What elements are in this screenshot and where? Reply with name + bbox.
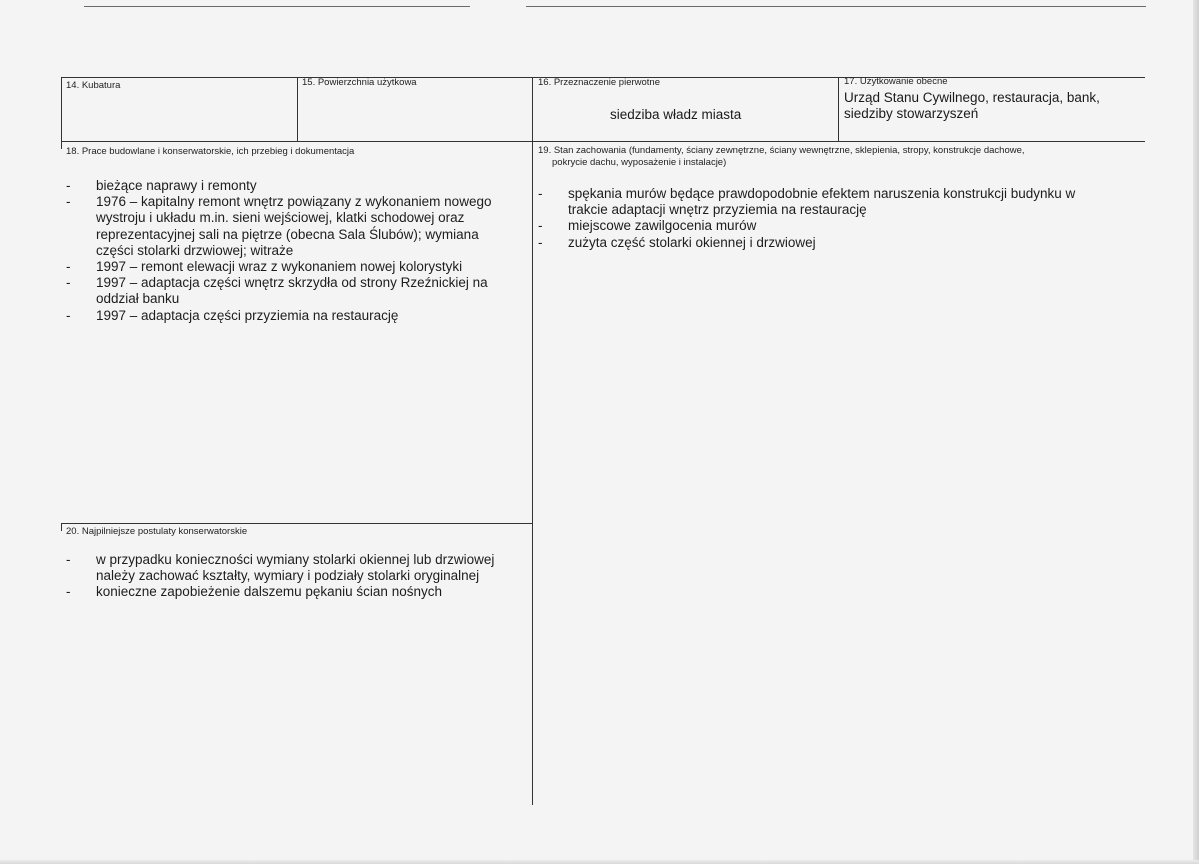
list-item xyxy=(66,259,514,275)
list-item-text: 1997 – remont elewacji wraz z wykonaniem nowej kolorystyki xyxy=(96,259,463,275)
field-19-list xyxy=(538,186,1108,251)
col-divider-14-15 xyxy=(297,77,298,141)
bullet-dash: - xyxy=(66,259,71,275)
bullet-dash: - xyxy=(66,584,71,600)
field-17-label: 17. Użytkowanie obecne xyxy=(844,76,948,87)
field-16-label: 16. Przeznaczenie pierwotne xyxy=(538,77,660,88)
field-20-label: 20. Najpilniejsze postulaty konserwatorskie xyxy=(66,526,248,537)
list-item-text: 1997 – adaptacja części przyziemia na restaurację xyxy=(96,307,399,323)
top-rule-right xyxy=(526,6,1146,7)
col-divider-16-17 xyxy=(838,77,839,141)
list-item xyxy=(66,178,514,194)
list-item xyxy=(66,194,514,259)
bullet-dash: - xyxy=(538,218,543,234)
top-rule-left xyxy=(84,6,470,7)
bullet-dash: - xyxy=(66,307,71,323)
list-item-text: bieżące naprawy i remonty xyxy=(96,178,257,193)
field-18-label: 18. Prace budowlane i konserwatorskie, ich przebieg i dokumentacja xyxy=(66,146,355,157)
col-divider-main xyxy=(532,77,533,805)
page-edge-shadow-right xyxy=(1193,0,1199,864)
bullet-dash: - xyxy=(66,178,71,193)
row-divider-2 xyxy=(61,523,532,524)
field-17-value-line1: Urząd Stanu Cywilnego, restauracja, bank, xyxy=(844,90,1100,105)
field-20-list xyxy=(66,552,518,601)
list-item-text: konieczne zapobieżenie dalszemu pękaniu ścian nośnych xyxy=(96,584,442,600)
row-divider-1 xyxy=(61,141,1145,142)
list-item xyxy=(538,186,1108,218)
col-border-left xyxy=(61,77,62,141)
page-edge-shadow-bottom xyxy=(0,860,1199,864)
bullet-dash: - xyxy=(66,552,71,567)
field-17-value-line2: siedziby stowarzyszeń xyxy=(844,106,979,121)
list-item xyxy=(538,235,1108,251)
col-border-left-20 xyxy=(61,523,62,531)
list-item xyxy=(66,552,518,584)
col-border-left-18 xyxy=(61,141,62,149)
list-item xyxy=(66,584,518,600)
list-item-text: 1976 – kapitalny remont wnętrz powiązany z wykonaniem nowego wystroju i układu m.in. sieni wejściowej, klatki schodowej oraz reprezentacyjnej sali na piętrze (obecna Sala Ślubów); wymiana części stolarki drzwiowej; witraże xyxy=(96,194,492,258)
list-item xyxy=(66,275,514,307)
list-item xyxy=(538,218,1108,234)
list-item-text: miejscowe zawilgocenia murów xyxy=(568,218,757,234)
list-item-text: 1997 – adaptacja części wnętrz skrzydła od strony Rzeźnickiej na oddział banku xyxy=(96,275,488,307)
field-16-value: siedziba władz miasta xyxy=(610,107,742,122)
field-19-label-line1: 19. Stan zachowania (fundamenty, ściany zewnętrzne, ściany wewnętrzne, sklepienia, stropy, konstrukcje dachowe, xyxy=(538,145,1025,156)
field-19-label-line2: pokrycie dachu, wyposażenie i instalacje) xyxy=(552,157,727,168)
list-item-text: zużyta część stolarki okiennej i drzwiowej xyxy=(568,234,816,250)
field-15-label: 15. Powierzchnia użytkowa xyxy=(302,77,417,88)
bullet-dash: - xyxy=(538,234,543,250)
bullet-dash: - xyxy=(66,275,71,291)
list-item-text: w przypadku konieczności wymiany stolarki okiennej lub drzwiowej należy zachować kształty, wymiary i podziały stolarki oryginalnej xyxy=(96,552,495,584)
bullet-dash: - xyxy=(538,186,543,201)
list-item-text: spękania murów będące prawdopodobnie efektem naruszenia konstrukcji budynku w trakcie adaptacji wnętrz przyziemia na restaurację xyxy=(568,186,1076,218)
bullet-dash: - xyxy=(66,194,71,210)
field-18-list xyxy=(66,178,514,324)
list-item xyxy=(66,308,514,324)
field-14-label: 14. Kubatura xyxy=(66,80,121,91)
